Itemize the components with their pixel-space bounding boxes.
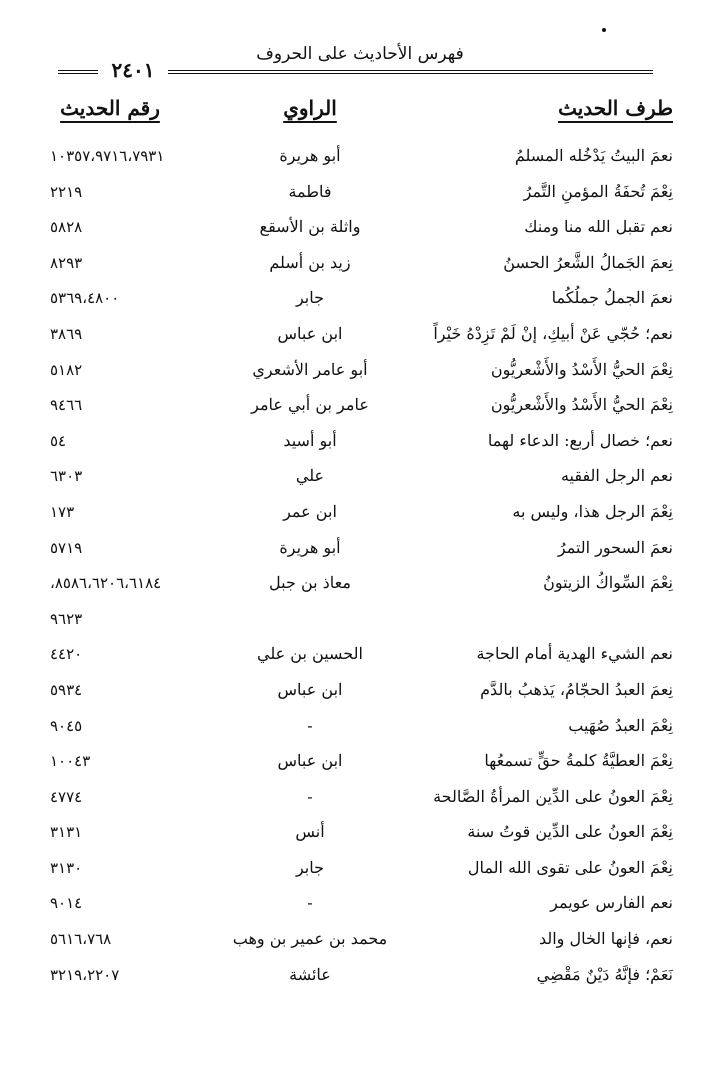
page-number: ٢٤٠١ [98,58,168,82]
hadith-number: ٤٤٢٠ [50,645,83,664]
index-row [50,710,673,746]
hadith-text: نِعْمَ العبدُ صُهَيب [568,715,673,735]
hadith-number: ٨٢٩٣ [50,253,83,272]
index-row [50,460,673,496]
narrator-name: جابر [295,288,325,308]
hadith-number: ٥٨٢٨ [50,218,83,237]
hadith-text: نعم الشيء الهدية أمام الحاجة [476,644,673,664]
hadith-text: نِعْمَ العونُ على الدِّين قوتُ سنة [467,822,673,842]
hadith-text: نعم الرجل الفقيه [560,466,673,486]
index-row [50,247,673,283]
hadith-number: ٨٥٨٦،٦٢٠٦،٦١٨٤، [50,574,162,593]
narrator-name: محمد بن عمير بن وهب [232,929,388,949]
hadith-text: نعم الفارس عويمر [550,893,673,913]
hadith-text: نِعمَ الجَمالُ الشَّعرُ الحسنُ [503,252,673,272]
narrator-name: عائشة [289,964,331,984]
narrator-name: أبو عامر الأشعري [252,359,368,379]
hadith-number: ٣١٣٠ [50,858,83,877]
narrator-name: - [307,715,313,735]
narrator-name: أبو هريرة [279,537,341,557]
index-row [50,496,673,532]
index-row [50,603,673,639]
hadith-number: ٥٧١٩ [50,538,83,557]
hadith-text: نِعْمَ تُحفَةُ المؤمنِ التَّمرُ [523,181,673,201]
index-row [50,425,673,461]
column-heading-number: رقم الحديث [60,96,160,120]
index-row [50,852,673,888]
index-row [50,532,673,568]
page-number-rule [58,70,98,74]
hadith-number: ٩٠١٤ [50,894,83,913]
column-heading-narrator: الراوي [283,96,337,120]
index-row [50,959,673,995]
hadith-index-list [50,140,673,994]
index-row [50,887,673,923]
hadith-number: ٥١٨٢ [50,360,83,379]
header-double-rule [168,70,653,74]
narrator-name: فاطمة [288,181,332,201]
index-row [50,176,673,212]
hadith-number: ٩٦٢٣ [50,609,83,628]
index-row [50,318,673,354]
page-mark-dot [602,28,606,32]
narrator-name: جابر [295,857,325,877]
hadith-number: ٥٦١٦،٧٦٨ [50,930,112,949]
hadith-number: ٣١٣١ [50,823,83,842]
column-heading-hadith: طرف الحديث [558,96,673,120]
narrator-name: ابن عباس [277,323,343,343]
narrator-name: أبو هريرة [279,146,341,165]
index-row [50,567,673,603]
hadith-number: ١٠٣٥٧،٩٧١٦،٧٩٣١ [50,147,165,165]
narrator-name: - [307,786,313,806]
narrator-name: ابن عمر [283,501,337,521]
hadith-text: نعم؛ حُجّي عَنْ أبيكِ، إنْ لَمْ تَزِدْهُ خَيْراً [433,323,673,343]
narrator-name: ابن عباس [277,679,343,699]
hadith-text: نعمَ الجملُ جملُكُما [551,288,673,308]
narrator-name: ابن عباس [277,751,343,771]
narrator-name: أنس [295,822,325,842]
narrator-name: معاذ بن جبل [269,573,351,593]
hadith-number: ٩٠٤٥ [50,716,83,735]
hadith-text: نِعْمَ العطيَّةُ كلمةُ حقٍّ تسمعُها [484,751,673,771]
narrator-name: - [307,893,313,913]
running-header-title: فهرس الأحاديث على الحروف [256,44,464,64]
index-row [50,354,673,390]
narrator-name: علي [295,466,325,486]
hadith-text: نَعَمْ؛ فإنَّهُ دَيْنٌ مَقْضِي [536,964,673,984]
hadith-text: نِعْمَ العونُ على تقوى الله المال [467,857,673,877]
hadith-text: نعمَ البيتُ يَدْخُله المسلمُ [514,146,673,165]
index-row [50,781,673,817]
index-row [50,638,673,674]
narrator-name: أبو أسيد [283,430,337,450]
narrator-name: الحسين بن علي [257,644,363,664]
narrator-name: واثلة بن الأسقع [259,217,361,237]
hadith-text: نعمَ السحور التمرُ [557,537,673,557]
column-headings [50,96,673,136]
hadith-text: نِعْمَ السِّواكُ الزيتونُ [543,573,673,593]
hadith-number: ٢٢١٩ [50,182,83,201]
index-row [50,745,673,781]
hadith-text: نِعْمَ الحيُّ الأَسْدُ والأَشْعريُّون [490,359,673,379]
hadith-number: ٤٧٧٤ [50,787,83,806]
index-row [50,282,673,318]
hadith-text: نِعْمَ الرجل هذا، وليس به [512,501,673,521]
hadith-text: نِعْمَ الحيُّ الأَسْدُ والأَشْعريُّون [490,395,673,415]
hadith-number: ١٠٠٤٣ [50,752,91,771]
index-row [50,674,673,710]
hadith-text: نِعمَ العبدُ الحجّامُ، يَذهبُ بالدَّم [480,679,673,699]
hadith-number: ٣٨٦٩ [50,324,83,343]
hadith-number: ٥٣٦٩،٤٨٠٠ [50,289,120,308]
hadith-number: ٩٤٦٦ [50,396,83,415]
hadith-number: ١٧٣ [50,502,75,521]
hadith-number: ٥٩٣٤ [50,680,83,699]
hadith-number: ٣٢١٩،٢٢٠٧ [50,965,120,984]
hadith-text: نعم؛ خصال أربع: الدعاء لهما [487,430,673,450]
hadith-number: ٦٣٠٣ [50,467,83,486]
index-row [50,211,673,247]
hadith-text: نعم تقبل الله منا ومنك [524,217,673,237]
hadith-text: نِعْمَ العونُ على الدِّين المرأةُ الصَّالحة [433,786,673,806]
index-row [50,923,673,959]
hadith-text: نعم، فإنها الخال والد [538,929,673,949]
narrator-name: عامر بن أبي عامر [251,395,369,415]
index-row [50,389,673,425]
hadith-number: ٥٤ [50,431,67,450]
narrator-name: زيد بن أسلم [269,252,351,272]
index-row [50,140,673,176]
index-row [50,816,673,852]
